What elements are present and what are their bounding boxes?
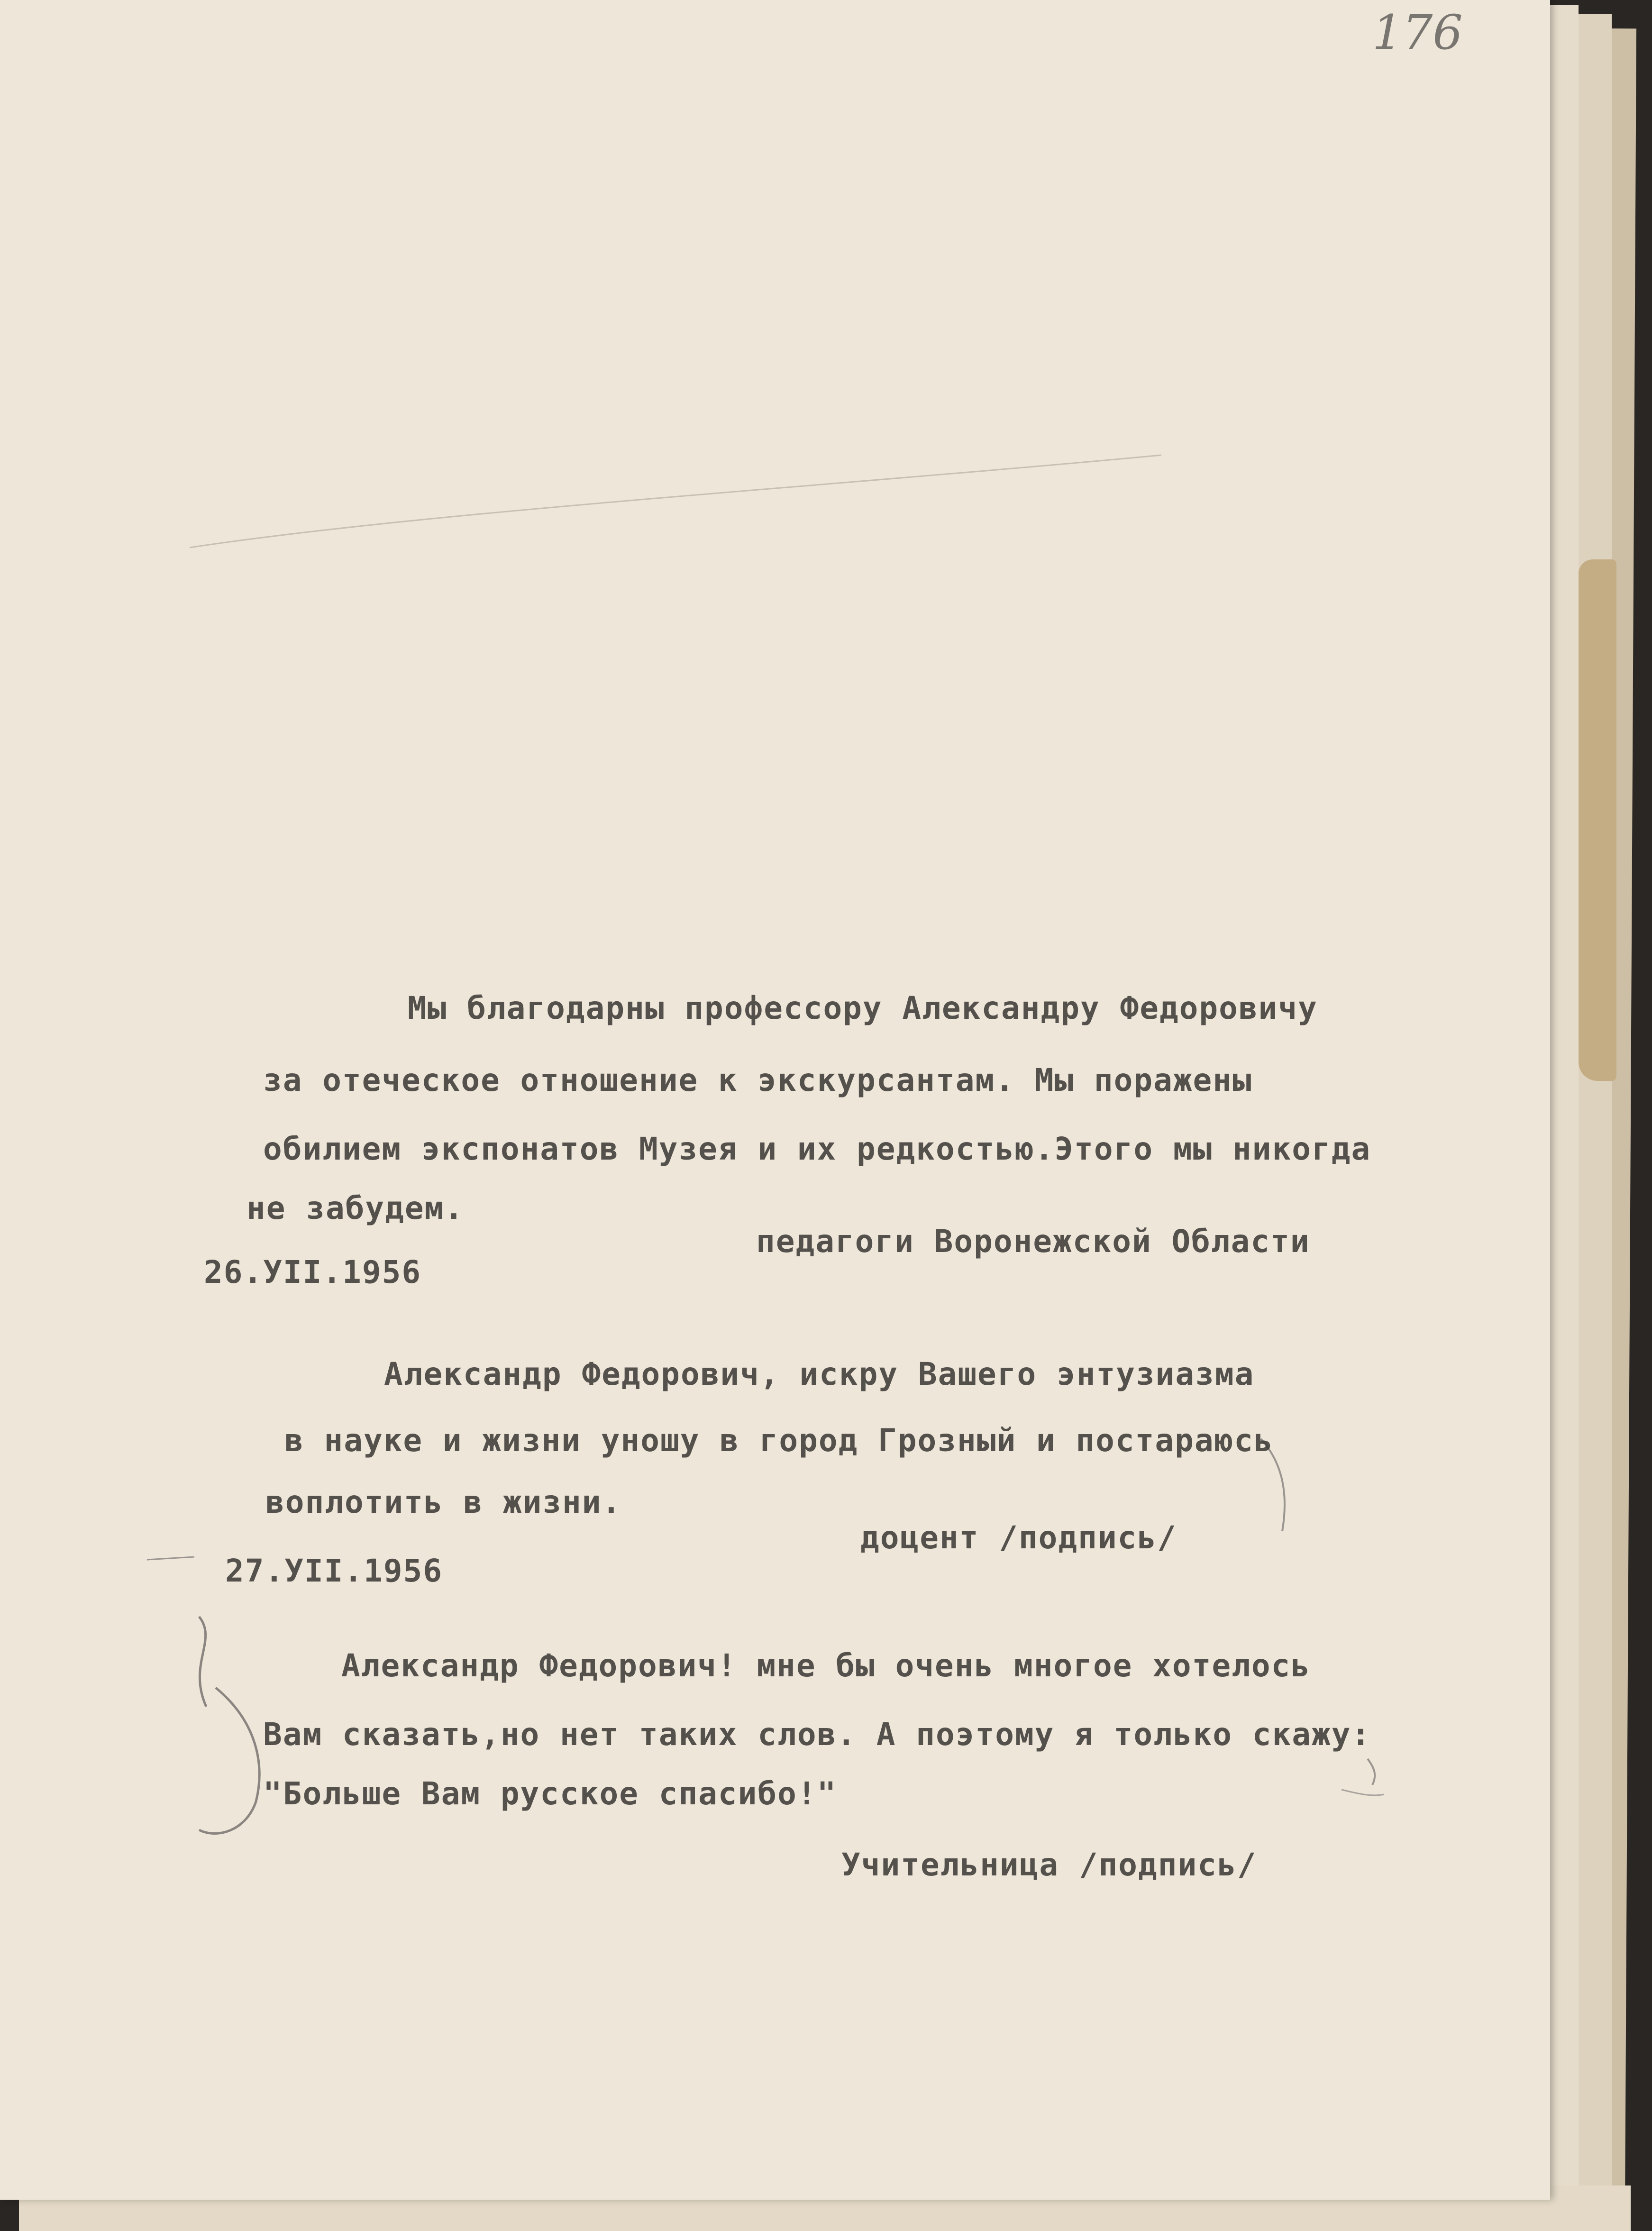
entry-3-signature: Учительница /подпись/: [841, 1847, 1257, 1883]
entry-2-line-2: в науке и жизни уношу в город Грозный и постараюсь: [284, 1422, 1274, 1459]
entry-2-line-3: воплотить в жизни.: [265, 1484, 622, 1520]
entry-2-line-1: Александр Федорович, искру Вашего энтузиазма: [384, 1356, 1255, 1392]
entry-1-line-1: Мы благодарны профессору Александру Федоровичу: [408, 990, 1318, 1026]
handwritten-page-number: 176: [1372, 5, 1463, 60]
entry-2-date: 27.УII.1956: [225, 1553, 443, 1589]
entry-1-date: 26.УII.1956: [204, 1254, 422, 1290]
torn-paper-edge: [1579, 559, 1616, 1081]
entry-3-line-1: Александр Федорович! мне бы очень многое хотелось: [341, 1647, 1311, 1684]
entry-2-signature: доцент /подпись/: [860, 1519, 1177, 1556]
entry-1-line-4: не забудем.: [246, 1190, 465, 1226]
entry-1-line-3: обилием экспонатов Музея и их редкостью.Этого мы никогда: [263, 1131, 1371, 1167]
entry-1-signature: педагоги Воронежской Области: [756, 1223, 1310, 1260]
entry-1-line-2: за отеческое отношение к экскурсантам. Мы поражены: [263, 1062, 1252, 1098]
entry-3-line-2: Вам сказать,но нет таких слов. А поэтому я только скажу:: [263, 1716, 1371, 1753]
entry-3-line-3: "Больше Вам русское спасибо!": [263, 1775, 837, 1812]
